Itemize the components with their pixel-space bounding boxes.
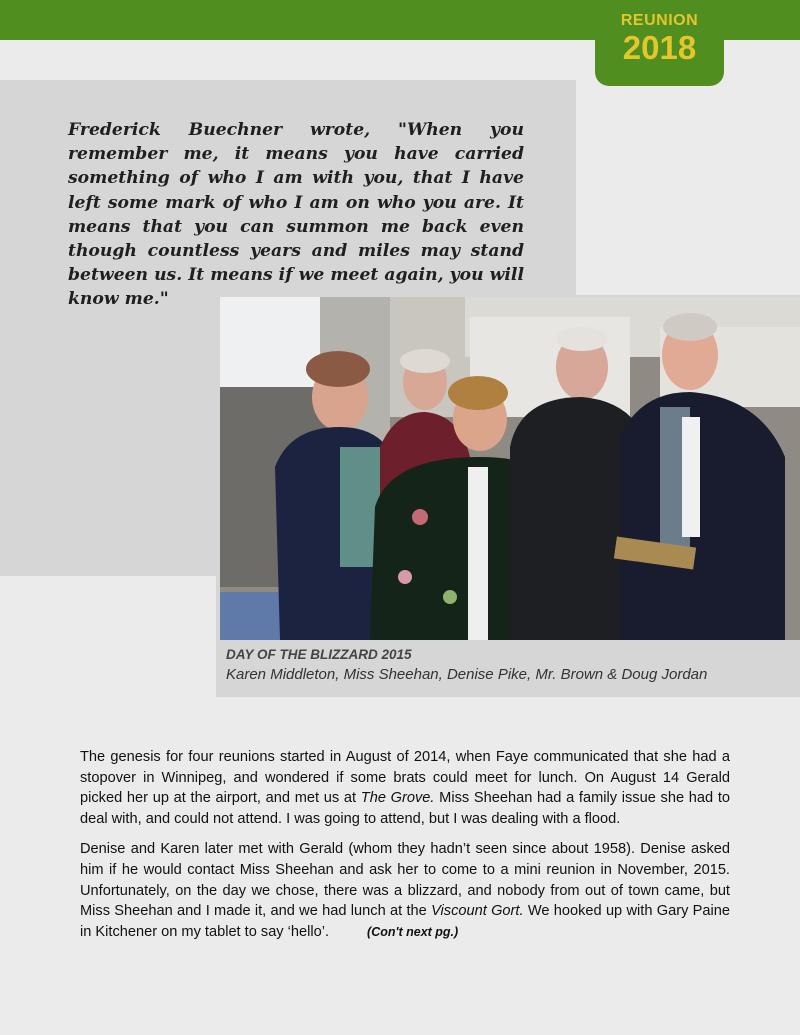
paragraph-1	[80, 747, 730, 829]
photo-caption-names: Karen Middleton, Miss Sheehan, Denise Pike, Mr. Brown & Doug Jordan	[226, 666, 708, 683]
reunion-label: REUNION	[620, 12, 699, 29]
paragraph-2-text-b: We hooked up with Gary Paine in Kitchener on my tablet to say ‘hello’.	[80, 903, 730, 940]
group-photo	[220, 297, 800, 640]
the-grove-name: The Grove.	[360, 790, 435, 807]
reunion-tab	[595, 0, 724, 86]
reunion-year: 2018	[622, 29, 697, 66]
viscount-gort-name: Viscount Gort.	[431, 903, 524, 920]
article-body	[80, 747, 730, 952]
buechner-quote: Frederick Buechner wrote, "When you remember me, it means you have carried something of who I am with you, that I have left some mark of who I am on who you are. It means that you can summon me back even though countless years and miles may stand between us. It means if we meet again, you will know me."	[68, 120, 524, 310]
paragraph-1-text-b: Miss Sheehan had a family issue she had to deal with, and could not attend. I was going to attend, but I was dealing with a flood.	[80, 790, 731, 827]
paragraph-1-text-a: The genesis for four reunions started in August of 2014, when Faye communicated that she had a stopover in Winnipeg, and wondered if some brats could meet for lunch. On August 14 Gerald picked her up at the airport, and met us at	[80, 749, 730, 807]
group-photo-illustration	[220, 297, 800, 640]
paragraph-2-text-a: Denise and Karen later met with Gerald (whom they hadn’t seen since about 1958). Denise asked him if he would contact Miss Sheehan and ask her to come to a mini reunion in November, 2015. Unfortunately, on the day we chose, there was a blizzard, and nobody from out of town came, but Miss Sheehan and I made it, and we had lunch at the	[80, 841, 730, 920]
continued-note: (Con't next pg.)	[367, 924, 459, 939]
paragraph-2	[80, 839, 730, 942]
photo-caption-title: DAY OF THE BLIZZARD 2015	[226, 647, 412, 662]
